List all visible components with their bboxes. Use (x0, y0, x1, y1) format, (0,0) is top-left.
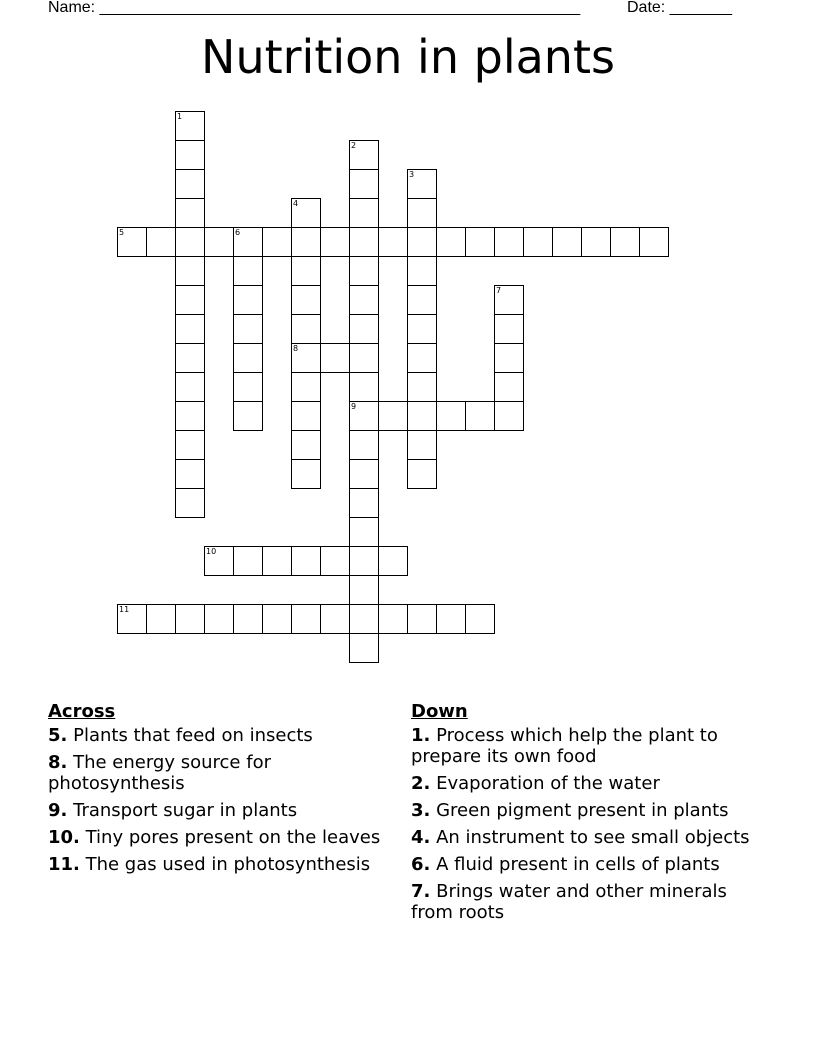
clue-number: 11. (48, 854, 80, 875)
crossword-cell[interactable] (320, 604, 350, 634)
crossword-cell[interactable] (146, 604, 176, 634)
crossword-cell[interactable] (436, 604, 466, 634)
crossword-cell[interactable] (494, 314, 524, 344)
down-clue (411, 881, 761, 923)
crossword-cell-7[interactable] (494, 285, 524, 315)
cell-number: 3 (409, 170, 415, 179)
crossword-cell[interactable] (378, 227, 408, 257)
crossword-cell[interactable] (175, 430, 205, 460)
crossword-cell[interactable] (407, 430, 437, 460)
crossword-cell[interactable] (465, 227, 495, 257)
cell-number: 6 (235, 228, 241, 237)
crossword-cell-6[interactable] (233, 227, 263, 257)
crossword-cell[interactable] (175, 256, 205, 286)
crossword-cell[interactable] (639, 227, 669, 257)
crossword-cell[interactable] (233, 314, 263, 344)
crossword-cell[interactable] (407, 343, 437, 373)
crossword-cell[interactable] (233, 401, 263, 431)
crossword-cell[interactable] (349, 459, 379, 489)
crossword-cell[interactable] (262, 546, 292, 576)
crossword-cell[interactable] (233, 285, 263, 315)
crossword-cell[interactable] (349, 314, 379, 344)
crossword-cell[interactable] (407, 198, 437, 228)
crossword-cell[interactable] (407, 372, 437, 402)
crossword-cell[interactable] (291, 546, 321, 576)
crossword-cell[interactable] (581, 227, 611, 257)
crossword-cell[interactable] (291, 459, 321, 489)
clue-number: 3. (411, 800, 431, 821)
crossword-cell[interactable] (349, 256, 379, 286)
crossword-cell[interactable] (465, 401, 495, 431)
crossword-cell[interactable] (233, 546, 263, 576)
down-clue (411, 725, 761, 767)
clue-number: 10. (48, 827, 80, 848)
crossword-cell-10[interactable] (204, 546, 234, 576)
crossword-cell[interactable] (175, 285, 205, 315)
crossword-cell[interactable] (407, 604, 437, 634)
crossword-cell[interactable] (349, 488, 379, 518)
cell-number: 11 (119, 605, 130, 614)
clue-number: 9. (48, 800, 68, 821)
crossword-cell[interactable] (494, 343, 524, 373)
clue-number: 2. (411, 773, 431, 794)
clue-number: 4. (411, 827, 431, 848)
clue-text: The energy source for photosynthesis (48, 752, 271, 794)
crossword-cell[interactable] (146, 227, 176, 257)
crossword-cell[interactable] (291, 401, 321, 431)
crossword-cell-4[interactable] (291, 198, 321, 228)
crossword-cell[interactable] (175, 198, 205, 228)
clue-number: 6. (411, 854, 431, 875)
cell-number: 9 (351, 402, 357, 411)
crossword-cell[interactable] (291, 285, 321, 315)
crossword-cell[interactable] (175, 227, 205, 257)
clue-text: An instrument to see small objects (430, 827, 750, 848)
across-clue (48, 854, 398, 875)
crossword-cell[interactable] (291, 430, 321, 460)
crossword-cell[interactable] (175, 314, 205, 344)
across-clue (48, 725, 398, 746)
clue-text: Process which help the plant to prepare its own food (411, 725, 718, 767)
crossword-cell[interactable] (233, 343, 263, 373)
down-clue (411, 773, 761, 794)
crossword-cell-11[interactable] (117, 604, 147, 634)
crossword-cell[interactable] (291, 227, 321, 257)
crossword-cell-1[interactable] (175, 111, 205, 141)
clue-text: Tiny pores present on the leaves (79, 827, 381, 848)
crossword-cell[interactable] (349, 517, 379, 547)
crossword-cell[interactable] (233, 604, 263, 634)
crossword-cell[interactable] (494, 372, 524, 402)
crossword-cell-8[interactable] (291, 343, 321, 373)
crossword-cell[interactable] (291, 314, 321, 344)
crossword-cell[interactable] (407, 314, 437, 344)
crossword-cell[interactable] (175, 343, 205, 373)
crossword-cell[interactable] (320, 343, 350, 373)
crossword-cell[interactable] (407, 459, 437, 489)
across-clue (48, 827, 398, 848)
crossword-cell[interactable] (552, 227, 582, 257)
crossword-cell[interactable] (494, 401, 524, 431)
across-clues (48, 701, 398, 881)
down-clue (411, 854, 761, 875)
cell-number: 1 (177, 112, 183, 121)
clue-text: Green pigment present in plants (430, 800, 729, 821)
crossword-cell[interactable] (378, 546, 408, 576)
crossword-cell[interactable] (349, 604, 379, 634)
across-heading: Across (48, 701, 116, 722)
clue-number: 8. (48, 752, 68, 773)
crossword-cell[interactable] (204, 227, 234, 257)
crossword-cell[interactable] (349, 169, 379, 199)
clue-text: Transport sugar in plants (67, 800, 298, 821)
name-field-line: Name: ______________________________________________________ (48, 0, 581, 16)
across-clue (48, 800, 398, 821)
crossword-cell[interactable] (233, 256, 263, 286)
crossword-cell[interactable] (349, 198, 379, 228)
across-clue (48, 752, 398, 794)
crossword-cell[interactable] (407, 401, 437, 431)
crossword-cell[interactable] (436, 401, 466, 431)
date-field-line: Date: _______ (627, 0, 732, 16)
clue-text: Evaporation of the water (430, 773, 660, 794)
crossword-cell[interactable] (349, 430, 379, 460)
cell-number: 4 (293, 199, 299, 208)
clue-number: 5. (48, 725, 68, 746)
crossword-cell[interactable] (233, 372, 263, 402)
clue-number: 7. (411, 881, 431, 902)
crossword-cell[interactable] (407, 256, 437, 286)
crossword-cell[interactable] (291, 372, 321, 402)
down-clues (411, 701, 761, 929)
crossword-cell[interactable] (175, 488, 205, 518)
crossword-cell[interactable] (349, 372, 379, 402)
crossword-cell[interactable] (175, 169, 205, 199)
crossword-cell[interactable] (378, 401, 408, 431)
page-title: Nutrition in plants (201, 30, 615, 84)
clue-text: Brings water and other minerals from roots (411, 881, 727, 923)
crossword-cell[interactable] (436, 227, 466, 257)
crossword-cell[interactable] (320, 546, 350, 576)
crossword-cell-2[interactable] (349, 140, 379, 170)
crossword-cell-3[interactable] (407, 169, 437, 199)
crossword-cell[interactable] (407, 285, 437, 315)
cell-number: 8 (293, 344, 299, 353)
crossword-cell[interactable] (175, 401, 205, 431)
down-clue (411, 827, 761, 848)
crossword-cell-9[interactable] (349, 401, 379, 431)
down-clue (411, 800, 761, 821)
crossword-cell[interactable] (262, 604, 292, 634)
crossword-cell[interactable] (349, 343, 379, 373)
cell-number: 2 (351, 141, 357, 150)
crossword-cell[interactable] (349, 633, 379, 663)
crossword-cell[interactable] (349, 285, 379, 315)
cell-number: 7 (496, 286, 502, 295)
crossword-cell[interactable] (175, 459, 205, 489)
crossword-cell[interactable] (407, 227, 437, 257)
clue-text: Plants that feed on insects (67, 725, 313, 746)
crossword-cell[interactable] (465, 604, 495, 634)
crossword-cell[interactable] (610, 227, 640, 257)
crossword-cell[interactable] (175, 140, 205, 170)
crossword-cell[interactable] (291, 604, 321, 634)
crossword-cell[interactable] (349, 546, 379, 576)
crossword-cell[interactable] (175, 604, 205, 634)
crossword-cell-5[interactable] (117, 227, 147, 257)
clue-number: 1. (411, 725, 431, 746)
crossword-cell[interactable] (349, 227, 379, 257)
cell-number: 10 (206, 547, 217, 556)
crossword-cell[interactable] (523, 227, 553, 257)
crossword-cell[interactable] (204, 604, 234, 634)
crossword-cell[interactable] (378, 604, 408, 634)
down-heading: Down (411, 701, 468, 722)
clue-text: A fluid present in cells of plants (430, 854, 720, 875)
crossword-cell[interactable] (320, 227, 350, 257)
cell-number: 5 (119, 228, 125, 237)
crossword-cell[interactable] (349, 575, 379, 605)
clue-text: The gas used in photosynthesis (79, 854, 371, 875)
crossword-cell[interactable] (494, 227, 524, 257)
crossword-cell[interactable] (262, 227, 292, 257)
crossword-cell[interactable] (291, 256, 321, 286)
crossword-cell[interactable] (175, 372, 205, 402)
